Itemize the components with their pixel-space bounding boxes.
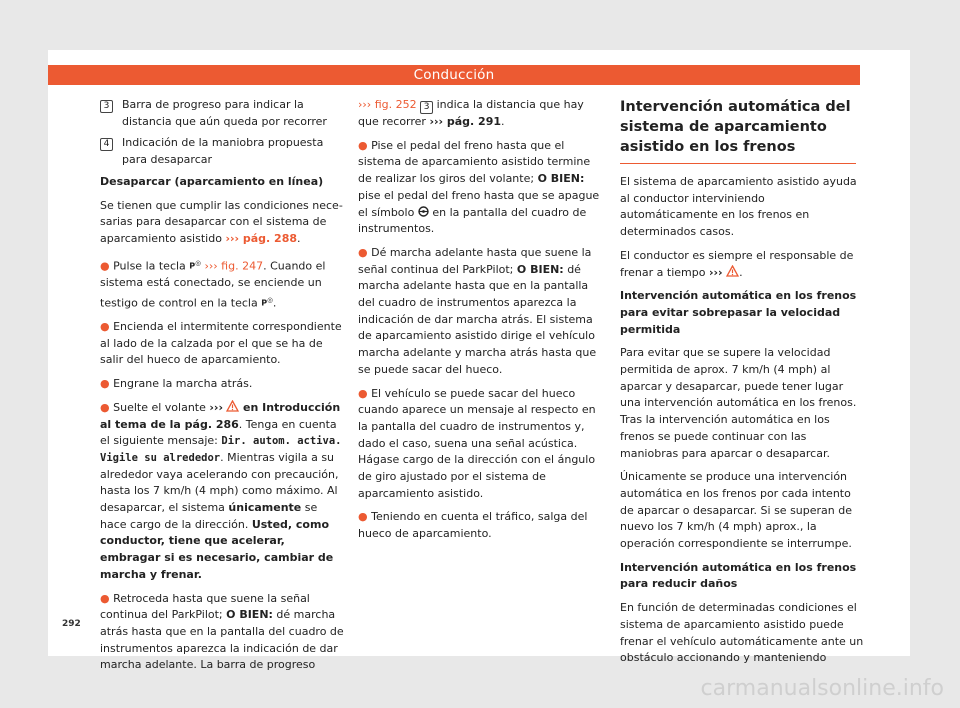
bullet-item [358,245,602,379]
number-badge: 3 [420,101,433,114]
park-button-icon: P◎ [189,258,201,271]
text: Pise el pedal del freno hasta que el sistema de aparcamiento asistido termine de realizar los giros del volante; [358,138,591,186]
text: Encienda el intermitente correspondiente al lado de la calzada por el que se ha de salir del hueco de aparcamiento. [100,320,342,367]
bullet-item [100,319,344,369]
bullet-icon: ● [100,320,110,334]
number-badge: 3 [100,100,113,113]
display-message: Dir. autom. activa. Vigile su alrededor [100,435,342,464]
page-reference-link[interactable]: ››› pág. 291 [429,115,502,128]
text: . [739,265,743,279]
watermark: carmanualsonline.info [700,676,944,701]
text: en la pantalla del cuadro de instrumentos. [358,205,587,236]
text: El vehículo se puede sacar del hueco cuando aparece un mensaje al respecto en la pantalla del cuadro de instrumentos y, dado el caso, suena una señal acústica. Hágase cargo de la dirección con el ángulo de giro ajustado por el sistema de aparcamiento asistido. [358,386,596,500]
text: O BIEN: [516,262,564,276]
list-item-3 [100,97,344,130]
text: O BIEN: [537,172,585,186]
steering-wheel-symbol-icon [418,206,429,217]
text: Suelte el volante [113,400,206,414]
bullet-icon: ● [100,259,110,273]
subsection-heading: Intervención automática en los frenos para evitar sobrepasar la velocidad permitida [620,289,857,336]
paragraph [620,248,864,281]
text: Retroceda hasta que suene la señal continua del ParkPilot; [100,591,310,622]
list-item-text: Indicación de la maniobra propuesta para desaparcar [122,136,324,167]
bullet-item [100,376,344,393]
text: El conductor es siempre el responsable de frenar a tiempo [620,248,854,279]
text: Dé marcha adelante hasta que suene la señal continua del ParkPilot; [358,245,592,276]
column-2 [358,97,602,550]
column-3 [620,97,864,674]
text: . Mientras vigila a su alrededor vaya acelerando con precaución, hasta los 7 km/h (4 mph) como máximo. Al desaparcar, el sistema [100,450,339,515]
bullet-item [100,591,344,675]
bullet-item [358,138,602,238]
section-title: Intervención automática del sistema de aparcamiento asistido en los frenos [620,97,856,164]
list-item-text: Barra de progreso para indicar la distancia que aún queda por recorrer [122,98,327,128]
text: . Tenga en cuenta el siguiente mensaje: [100,417,337,448]
text: Pulse la tecla [113,259,186,273]
text: dé marcha atrás hasta que en la pantalla del cuadro de instrumentos aparezca la indicación de dar marcha adelante. La barra de progreso [100,608,344,672]
list-item-4 [100,135,344,168]
bullet-item: ● Pulse la tecla P◎ ››› fig. 247. Cuando el sistema está conectado, se enciende un testigo de control en la tecla P◎. [100,255,344,312]
bullet-item [100,400,344,584]
paragraph: ››› fig. 252 3 indica la distancia que hay que recorrer ››› pág. 291. [358,98,584,128]
text: Usted, como conductor, tiene que acelerar, embragar si es necesario, cambiar de marcha y frenar. [100,517,334,581]
bullet-item [358,386,602,503]
section-header: Conducción [48,65,860,85]
text: Se tienen que cumplir las condiciones necesarias para desaparcar con el sistema de aparcamiento asistido [100,198,343,245]
text: . Cuando el sistema está conectado, se enciende un testigo de control en la tecla [100,259,326,310]
bullet-icon: ● [358,138,368,152]
text: indica la distancia que hay que recorrer [358,98,584,128]
text: dé marcha adelante hasta que en la pantalla del cuadro de instrumentos aparezca la indicación de dar marcha atrás. El sistema de aparcamiento asistido dirige el vehículo marcha adelante y marcha atrás hasta que se puede sacar del hueco. [358,262,597,376]
paragraph: Únicamente se produce una intervención automática en los frenos por cada intento de aparcar o desaparcar. Si se superan de nuevo los 7 km/h (4 mph) aprox., la operación correspondiente se interrumpe. [620,470,853,551]
warning-triangle-icon [226,400,239,412]
subsection-heading: Intervención automática en los frenos para reducir daños [620,560,857,591]
bullet-icon: ● [100,400,110,414]
figure-reference-link[interactable]: ››› fig. 252 [358,98,417,111]
paragraph: En función de determinadas condiciones el sistema de aparcamiento asistido puede frenar el vehículo automáticamente ante un obstáculo accionando y manteniendo [620,601,864,665]
text: Teniendo en cuenta el tráfico, salga del hueco de aparcamiento. [358,510,588,541]
text: en Introducción al tema de la pág. 286 [100,400,341,431]
warning-triangle-icon [726,265,739,277]
text: O BIEN: [226,608,273,622]
number-badge: 4 [100,138,113,151]
text: pise el pedal del freno hasta que se apague el símbolo [358,188,600,219]
park-button-icon: P◎ [261,295,273,308]
reference-arrow[interactable]: ››› [209,400,223,414]
bullet-icon: ● [100,591,110,605]
paragraph: Se tienen que cumplir las condiciones necesarias para desaparcar con el sistema de aparcamiento asistido ››› pág. 288. [100,198,343,245]
column-1 [100,97,344,681]
bullet-icon: ● [358,510,368,524]
text: únicamente [228,501,302,515]
figure-reference-link[interactable]: ››› fig. 247 [204,259,264,273]
bullet-icon: ● [358,245,368,259]
text: se hace cargo de la dirección. [100,501,318,531]
section-heading: Desaparcar (aparcamiento en línea) [100,174,324,188]
text: Engrane la marcha atrás. [113,377,253,391]
bullet-item [358,509,602,542]
paragraph: Para evitar que se supere la velocidad permitida de aprox. 7 km/h (4 mph) al aparcar y desaparcar, puede tener lugar una intervención automática en los frenos. Tras la intervención automática en los frenos se puede continuar con las maniobras para aparcar o desaparcar. [620,346,857,460]
page-reference-link[interactable]: ››› pág. 288 [225,231,298,245]
reference-arrow[interactable]: ››› [708,265,723,279]
bullet-icon: ● [100,377,110,391]
page-number: 292 [62,619,81,629]
bullet-icon: ● [358,386,368,400]
paragraph: El sistema de aparcamiento asistido ayuda al conductor interviniendo automáticamente en los frenos en determinados casos. [620,175,857,239]
